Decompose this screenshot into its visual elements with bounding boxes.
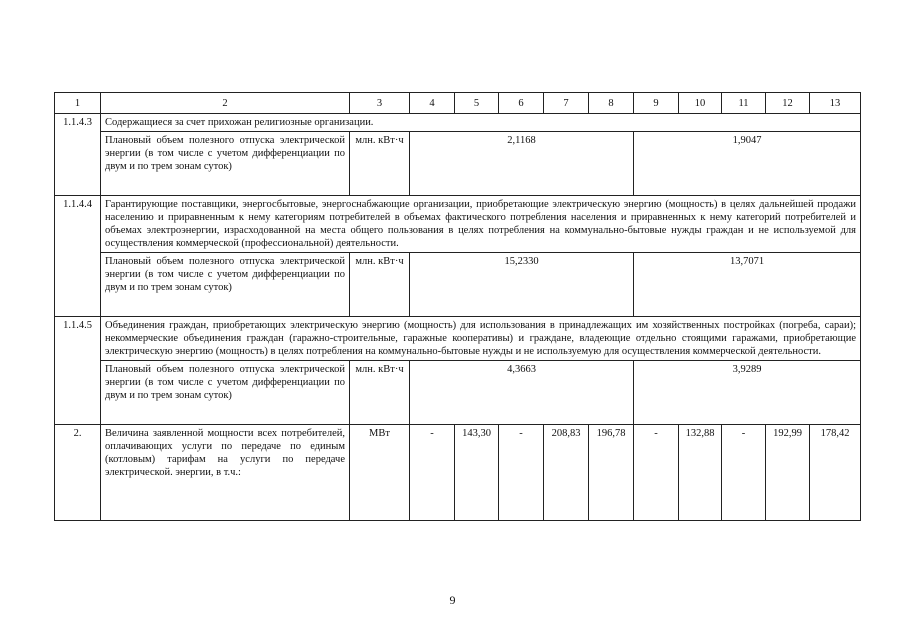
data-row — [55, 253, 861, 317]
value-first-half: 2,1168 — [410, 132, 634, 196]
section-row — [55, 114, 861, 132]
row-description: Плановый объем полезного отпуска электрической энергии (в том числе с учетом дифференциации по двум и по трем зонам суток) — [101, 361, 350, 425]
col-header: 5 — [455, 93, 499, 114]
value-cell: - — [499, 425, 544, 521]
unit-cell: млн. кВт·ч — [350, 361, 410, 425]
col-header: 1 — [55, 93, 101, 114]
value-cell: - — [722, 425, 766, 521]
value-cell: - — [410, 425, 455, 521]
col-header: 12 — [766, 93, 810, 114]
value-cell: 178,42 — [810, 425, 861, 521]
row-description: Величина заявленной мощности всех потребителей, оплачивающих услуги по передаче по единым (котловым) тарифам на услуги по передаче электрической. энергии, в т.ч.: — [101, 425, 350, 521]
col-header: 11 — [722, 93, 766, 114]
row-description: Плановый объем полезного отпуска электрической энергии (в том числе с учетом дифференциации по двум и по трем зонам суток) — [101, 253, 350, 317]
col-header: 8 — [589, 93, 634, 114]
page-number: 9 — [449, 593, 456, 607]
value-first-half: 4,3663 — [410, 361, 634, 425]
section-row — [55, 196, 861, 253]
col-header: 3 — [350, 93, 410, 114]
col-header: 7 — [544, 93, 589, 114]
section-title: Содержащиеся за счет прихожан религиозные организации. — [101, 114, 861, 132]
section-title: Гарантирующие поставщики, энергосбытовые, энергоснабжающие организации, приобретающие электрическую энергию (мощность) в целях дальнейшей продажи населению и приравненным к нему категориям потребителей в объемах фактического потребления населения и приравненных к нему категорий потребителей и объемах электроэнергии, израсходованной на места общего пользования в целях потребления на коммунально-бытовые нужды граждан и не используемой для осуществления коммерческой (профессиональной) деятельности. — [101, 196, 861, 253]
data-row — [55, 361, 861, 425]
col-header: 9 — [634, 93, 679, 114]
col-header: 2 — [101, 93, 350, 114]
value-second-half: 13,7071 — [634, 253, 861, 317]
row-number: 1.1.4.5 — [55, 317, 101, 425]
row-number: 1.1.4.3 — [55, 114, 101, 196]
tariff-table — [54, 92, 861, 521]
value-cell: 196,78 — [589, 425, 634, 521]
col-header: 10 — [679, 93, 722, 114]
unit-cell: млн. кВт·ч — [350, 253, 410, 317]
column-number-row — [55, 93, 861, 114]
unit-cell: млн. кВт·ч — [350, 132, 410, 196]
section-row — [55, 317, 861, 361]
value-cell: 132,88 — [679, 425, 722, 521]
value-cell: 143,30 — [455, 425, 499, 521]
value-cell: 208,83 — [544, 425, 589, 521]
data-row — [55, 132, 861, 196]
unit-cell: МВт — [350, 425, 410, 521]
value-first-half: 15,2330 — [410, 253, 634, 317]
row-description: Плановый объем полезного отпуска электрической энергии (в том числе с учетом дифференциации по двум и по трем зонам суток) — [101, 132, 350, 196]
col-header: 6 — [499, 93, 544, 114]
col-header: 13 — [810, 93, 861, 114]
col-header: 4 — [410, 93, 455, 114]
value-cell: 192,99 — [766, 425, 810, 521]
value-second-half: 1,9047 — [634, 132, 861, 196]
section-title: Объединения граждан, приобретающих электрическую энергию (мощность) для использования в принадлежащих им хозяйственных постройках (погреба, сараи); некоммерческие объединения граждан (гаражно-строительные, гаражные кооперативы) и граждане, владеющие отдельно стоящими гаражами, приобретающие электрическую энергию (мощность) в целях потребления на коммунально-бытовые нужды и не используемую для осуществления коммерческой деятельности. — [101, 317, 861, 361]
value-second-half: 3,9289 — [634, 361, 861, 425]
row-number: 1.1.4.4 — [55, 196, 101, 317]
row-number: 2. — [55, 425, 101, 521]
value-cell: - — [634, 425, 679, 521]
data-row — [55, 425, 861, 521]
